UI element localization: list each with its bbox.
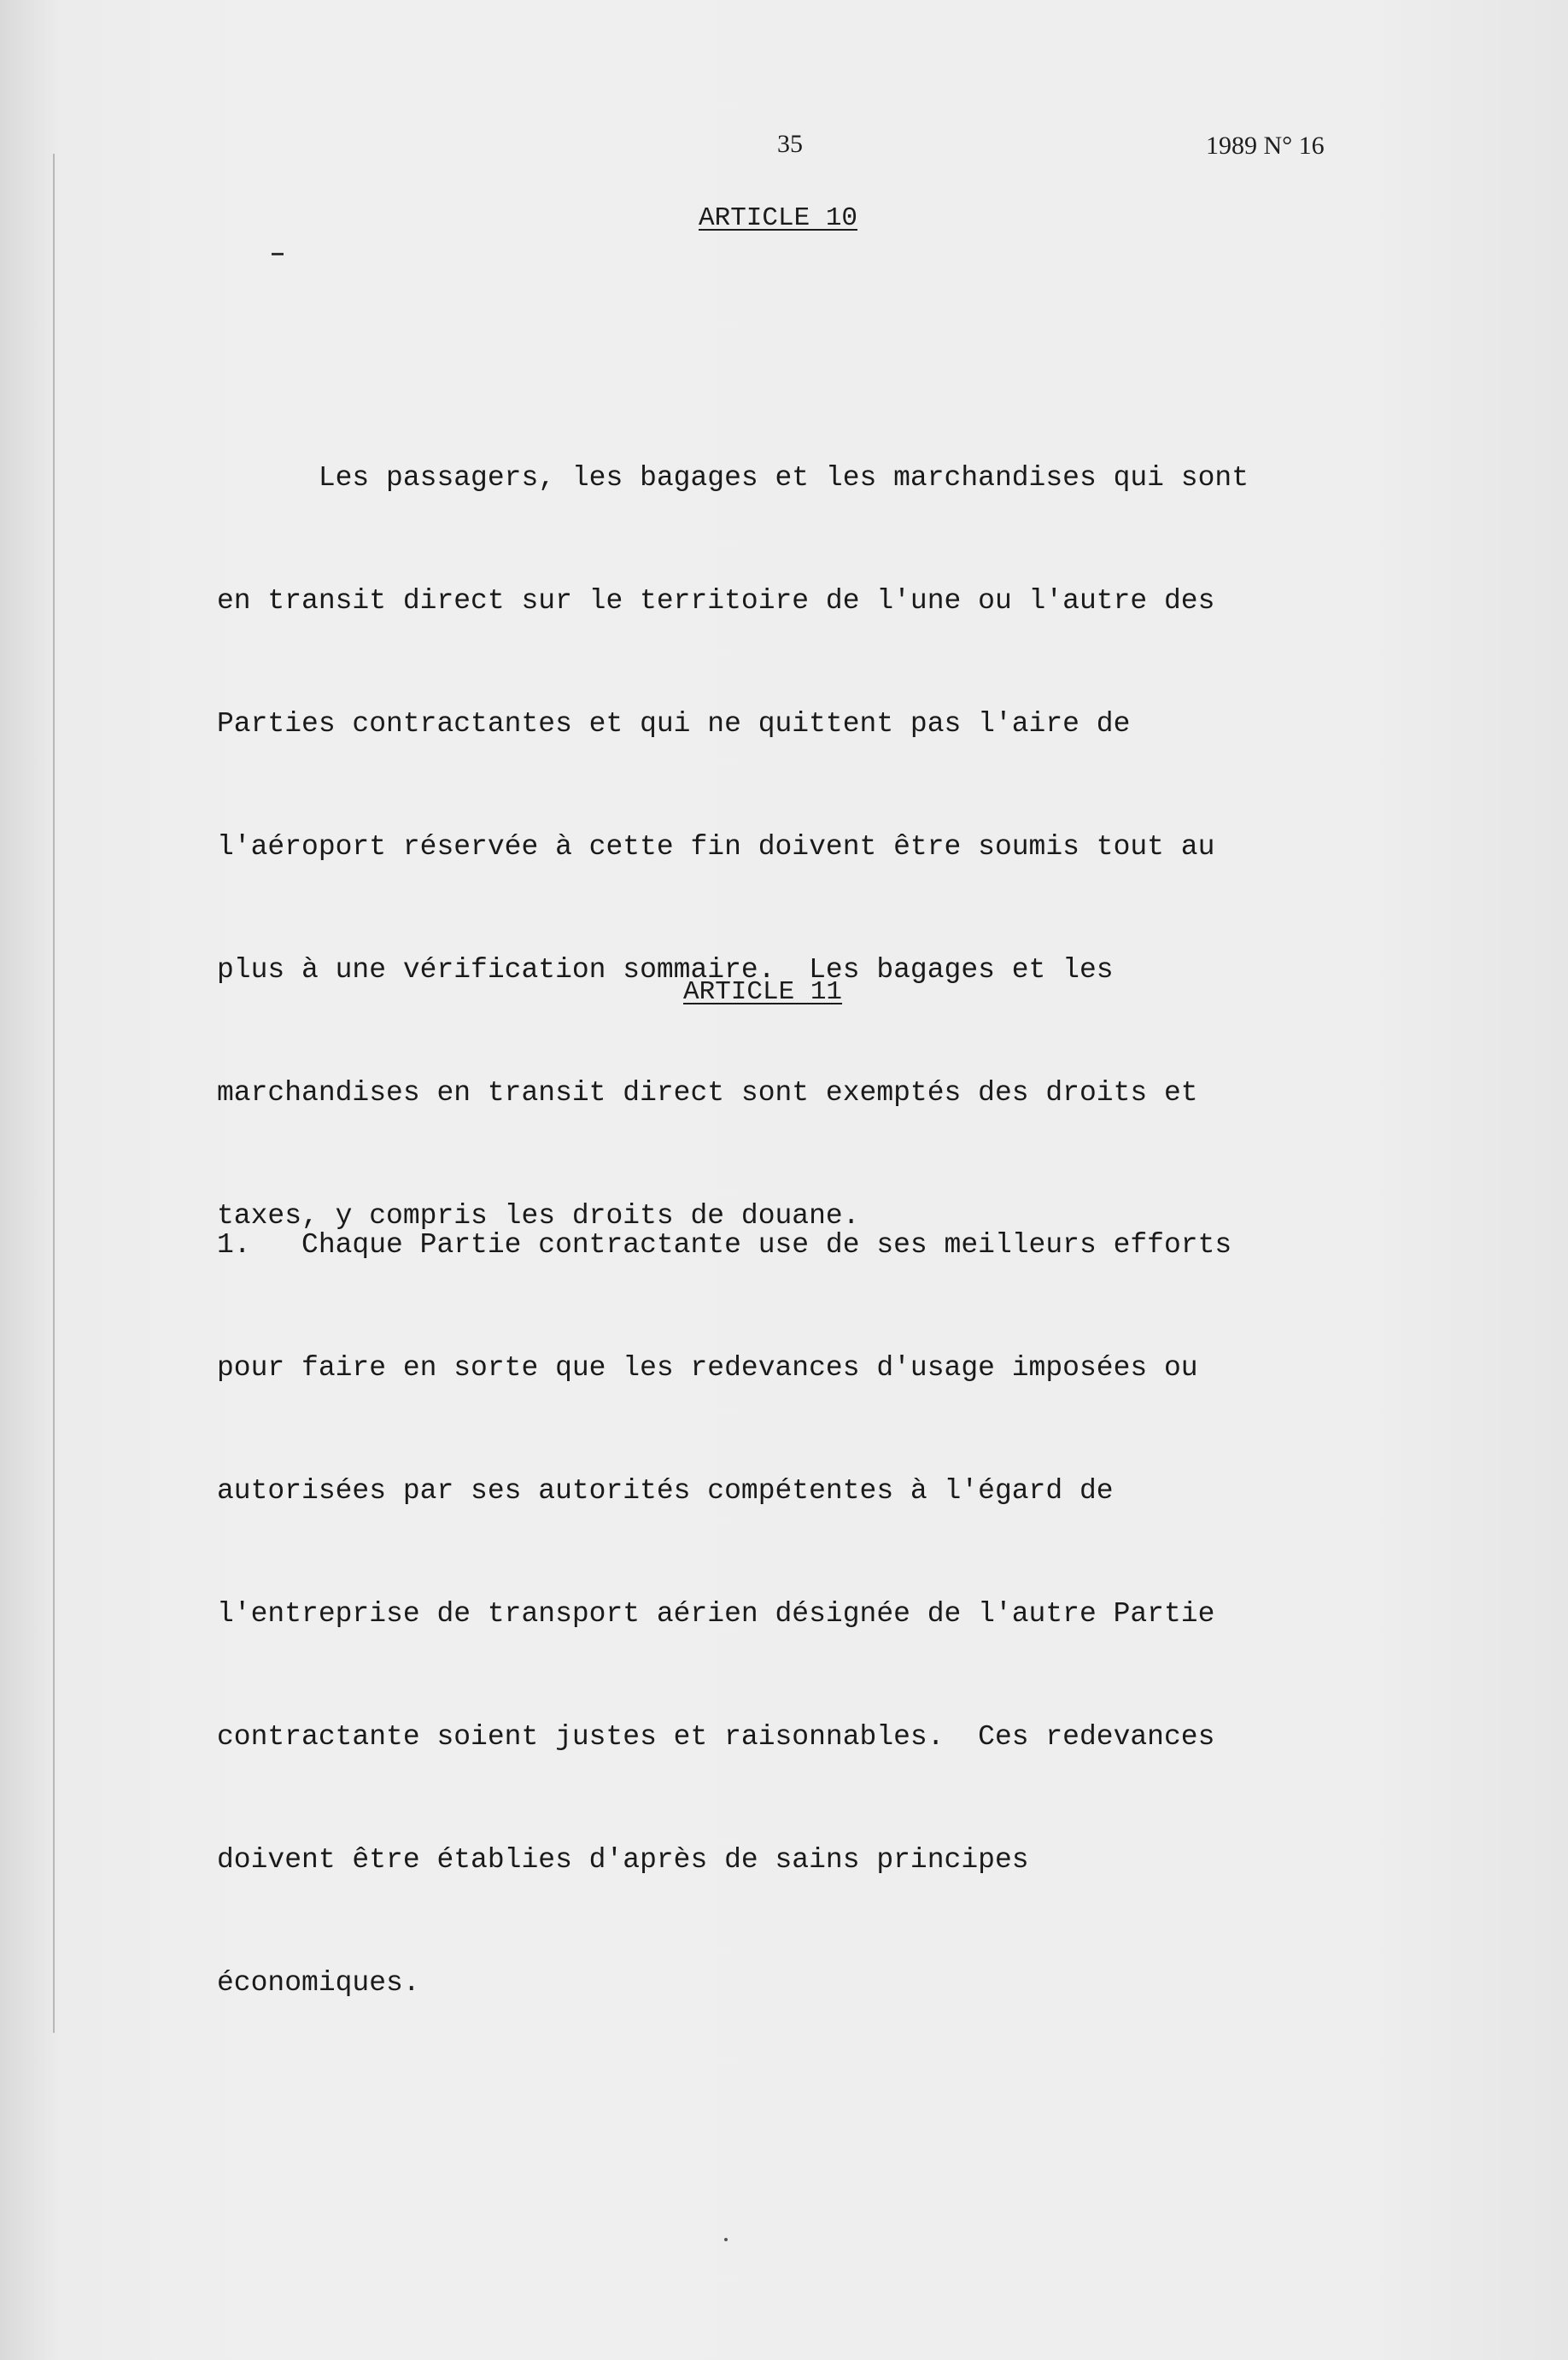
article-11-line: pour faire en sorte que les redevances d'usage imposées ou	[217, 1352, 1198, 1384]
article-10-line: Parties contractantes et qui ne quittent pas l'aire de	[217, 708, 1131, 740]
article-11-line: doivent être établies d'après de sains principes	[217, 1844, 1029, 1876]
page-number: 35	[777, 130, 803, 158]
article-11-line: contractante soient justes et raisonnables. Ces redevances	[217, 1721, 1215, 1753]
article-11-line: l'entreprise de transport aérien désignée de l'autre Partie	[217, 1598, 1215, 1630]
article-11-heading: ARTICLE 11	[683, 977, 843, 1007]
article-11-line: 1. Chaque Partie contractante use de ses meilleurs efforts	[217, 1229, 1232, 1261]
article-10-line: taxes, y compris les droits de douane.	[217, 1200, 860, 1232]
article-11-line: économiques.	[217, 1967, 420, 1999]
article-10-line: Les passagers, les bagages et les marchandises qui sont	[217, 462, 1249, 494]
article-10-line: marchandises en transit direct sont exemptés des droits et	[217, 1077, 1198, 1109]
article-11-line: autorisées par ses autorités compétentes à l'égard de	[217, 1475, 1114, 1507]
issue-number: 1989 N° 16	[1206, 132, 1325, 160]
article-10-line: en transit direct sur le territoire de l'une ou l'autre des	[217, 585, 1215, 617]
binding-edge	[53, 154, 55, 2033]
article-10-line: l'aéroport réservée à cette fin doivent être soumis tout au	[217, 831, 1215, 863]
article-11-body	[217, 1153, 1378, 2076]
article-10-line: plus à une vérification sommaire. Les bagages et les	[217, 954, 1114, 986]
paper-speck	[724, 2238, 728, 2241]
article-10-heading: ARTICLE 10	[699, 203, 858, 233]
stray-mark	[272, 253, 284, 255]
